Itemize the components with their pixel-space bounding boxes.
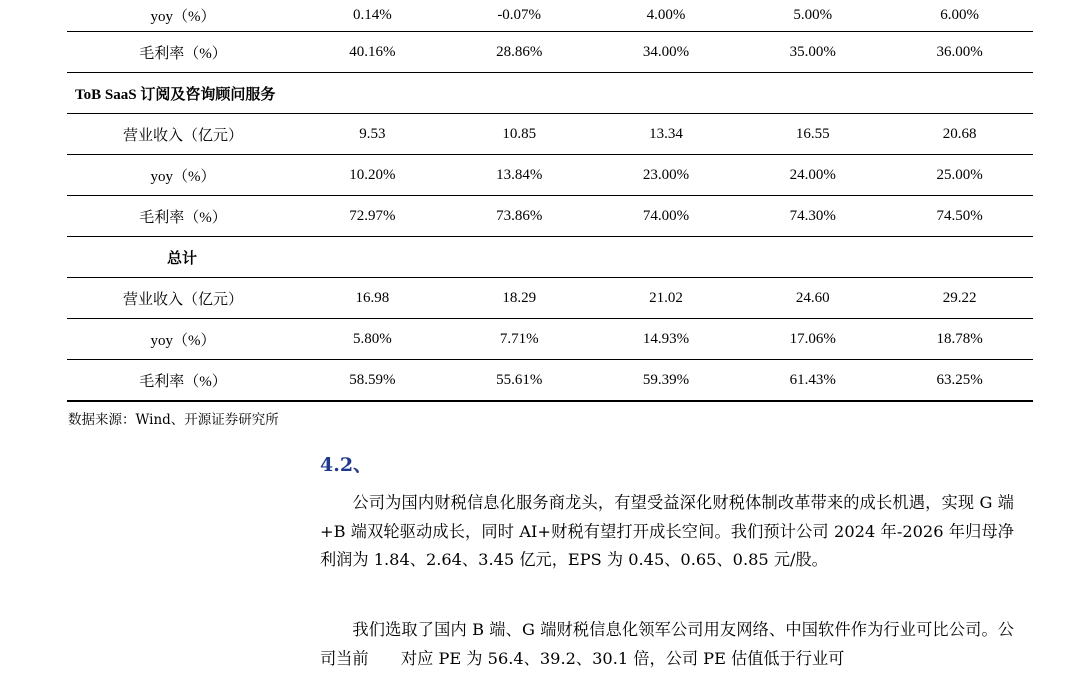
section-heading: 4.2、	[320, 454, 373, 476]
row-label: 毛利率（%）	[67, 196, 299, 237]
table-cell: 59.39%	[593, 360, 740, 402]
section-header-label: ToB SaaS 订阅及咨询顾问服务	[67, 73, 299, 114]
table-cell: 13.84%	[446, 155, 593, 196]
table-cell: 40.16%	[299, 32, 446, 73]
table-cell: 16.55	[739, 114, 886, 155]
table-row	[67, 319, 1033, 360]
table-cell: 0.14%	[299, 0, 446, 32]
empty-cell	[446, 237, 593, 278]
empty-cell	[739, 73, 886, 114]
table-cell: 23.00%	[593, 155, 740, 196]
financial-forecast-table	[67, 0, 1033, 402]
table-cell: 25.00%	[886, 155, 1033, 196]
row-label: 营业收入（亿元）	[67, 278, 299, 319]
table-cell: 5.00%	[739, 0, 886, 32]
empty-cell	[886, 73, 1033, 114]
table-cell: 10.85	[446, 114, 593, 155]
table-cell: 17.06%	[739, 319, 886, 360]
table-cell: 18.29	[446, 278, 593, 319]
table-cell: 55.61%	[446, 360, 593, 402]
table-cell: 14.93%	[593, 319, 740, 360]
table-cell: 16.98	[299, 278, 446, 319]
table-cell: 9.53	[299, 114, 446, 155]
table-cell: 74.50%	[886, 196, 1033, 237]
table-cell: 24.00%	[739, 155, 886, 196]
empty-cell	[299, 237, 446, 278]
row-label: yoy（%）	[67, 319, 299, 360]
table-cell: 73.86%	[446, 196, 593, 237]
table-cell: 74.30%	[739, 196, 886, 237]
table-cell: 63.25%	[886, 360, 1033, 402]
row-label: yoy（%）	[67, 0, 299, 32]
table-cell: 24.60	[739, 278, 886, 319]
table-row	[67, 278, 1033, 319]
table-row	[67, 196, 1033, 237]
table-cell: 29.22	[886, 278, 1033, 319]
table-row	[67, 360, 1033, 402]
table-cell: 74.00%	[593, 196, 740, 237]
empty-cell	[299, 73, 446, 114]
table-cell: 4.00%	[593, 0, 740, 32]
table-row	[67, 0, 1033, 32]
table-cell: 7.71%	[446, 319, 593, 360]
table-cell: 35.00%	[739, 32, 886, 73]
table-cell: 36.00%	[886, 32, 1033, 73]
empty-cell	[739, 237, 886, 278]
body-paragraph: 我们选取了国内 B 端、G 端财税信息化领军公司用友网络、中国软件作为行业可比公司。公司当前 对应 PE 为 56.4、39.2、30.1 倍，公司 PE 估值低于行业可	[320, 620, 1014, 668]
table-cell: -0.07%	[446, 0, 593, 32]
section-header-label: 总计	[67, 237, 299, 278]
empty-cell	[593, 73, 740, 114]
table-cell: 21.02	[593, 278, 740, 319]
table-cell: 20.68	[886, 114, 1033, 155]
row-label: 营业收入（亿元）	[67, 114, 299, 155]
table-cell: 72.97%	[299, 196, 446, 237]
table-row	[67, 32, 1033, 73]
table-cell: 58.59%	[299, 360, 446, 402]
empty-cell	[446, 73, 593, 114]
empty-cell	[593, 237, 740, 278]
table-cell: 13.34	[593, 114, 740, 155]
table-cell: 18.78%	[886, 319, 1033, 360]
row-label: 毛利率（%）	[67, 32, 299, 73]
table-cell: 34.00%	[593, 32, 740, 73]
row-label: yoy（%）	[67, 155, 299, 196]
table-cell: 10.20%	[299, 155, 446, 196]
row-label: 毛利率（%）	[67, 360, 299, 402]
table-cell: 28.86%	[446, 32, 593, 73]
table-source-note: 数据来源：Wind、开源证券研究所	[68, 412, 279, 428]
table-section-header-row	[67, 237, 1033, 278]
table-row	[67, 155, 1033, 196]
table-cell: 6.00%	[886, 0, 1033, 32]
table-row	[67, 114, 1033, 155]
body-paragraph: 公司为国内财税信息化服务商龙头，有望受益深化财税体制改革带来的成长机遇，实现 G 端+B 端双轮驱动成长，同时 AI+财税有望打开成长空间。我们预计公司 2024 年-2026 年归母净利润为 1.84、2.64、3.45 亿元，EPS 为 0.45、0.65、0.85 元/股。	[320, 493, 1014, 569]
empty-cell	[886, 237, 1033, 278]
table-section-header-row	[67, 73, 1033, 114]
table-cell: 5.80%	[299, 319, 446, 360]
table-cell: 61.43%	[739, 360, 886, 402]
